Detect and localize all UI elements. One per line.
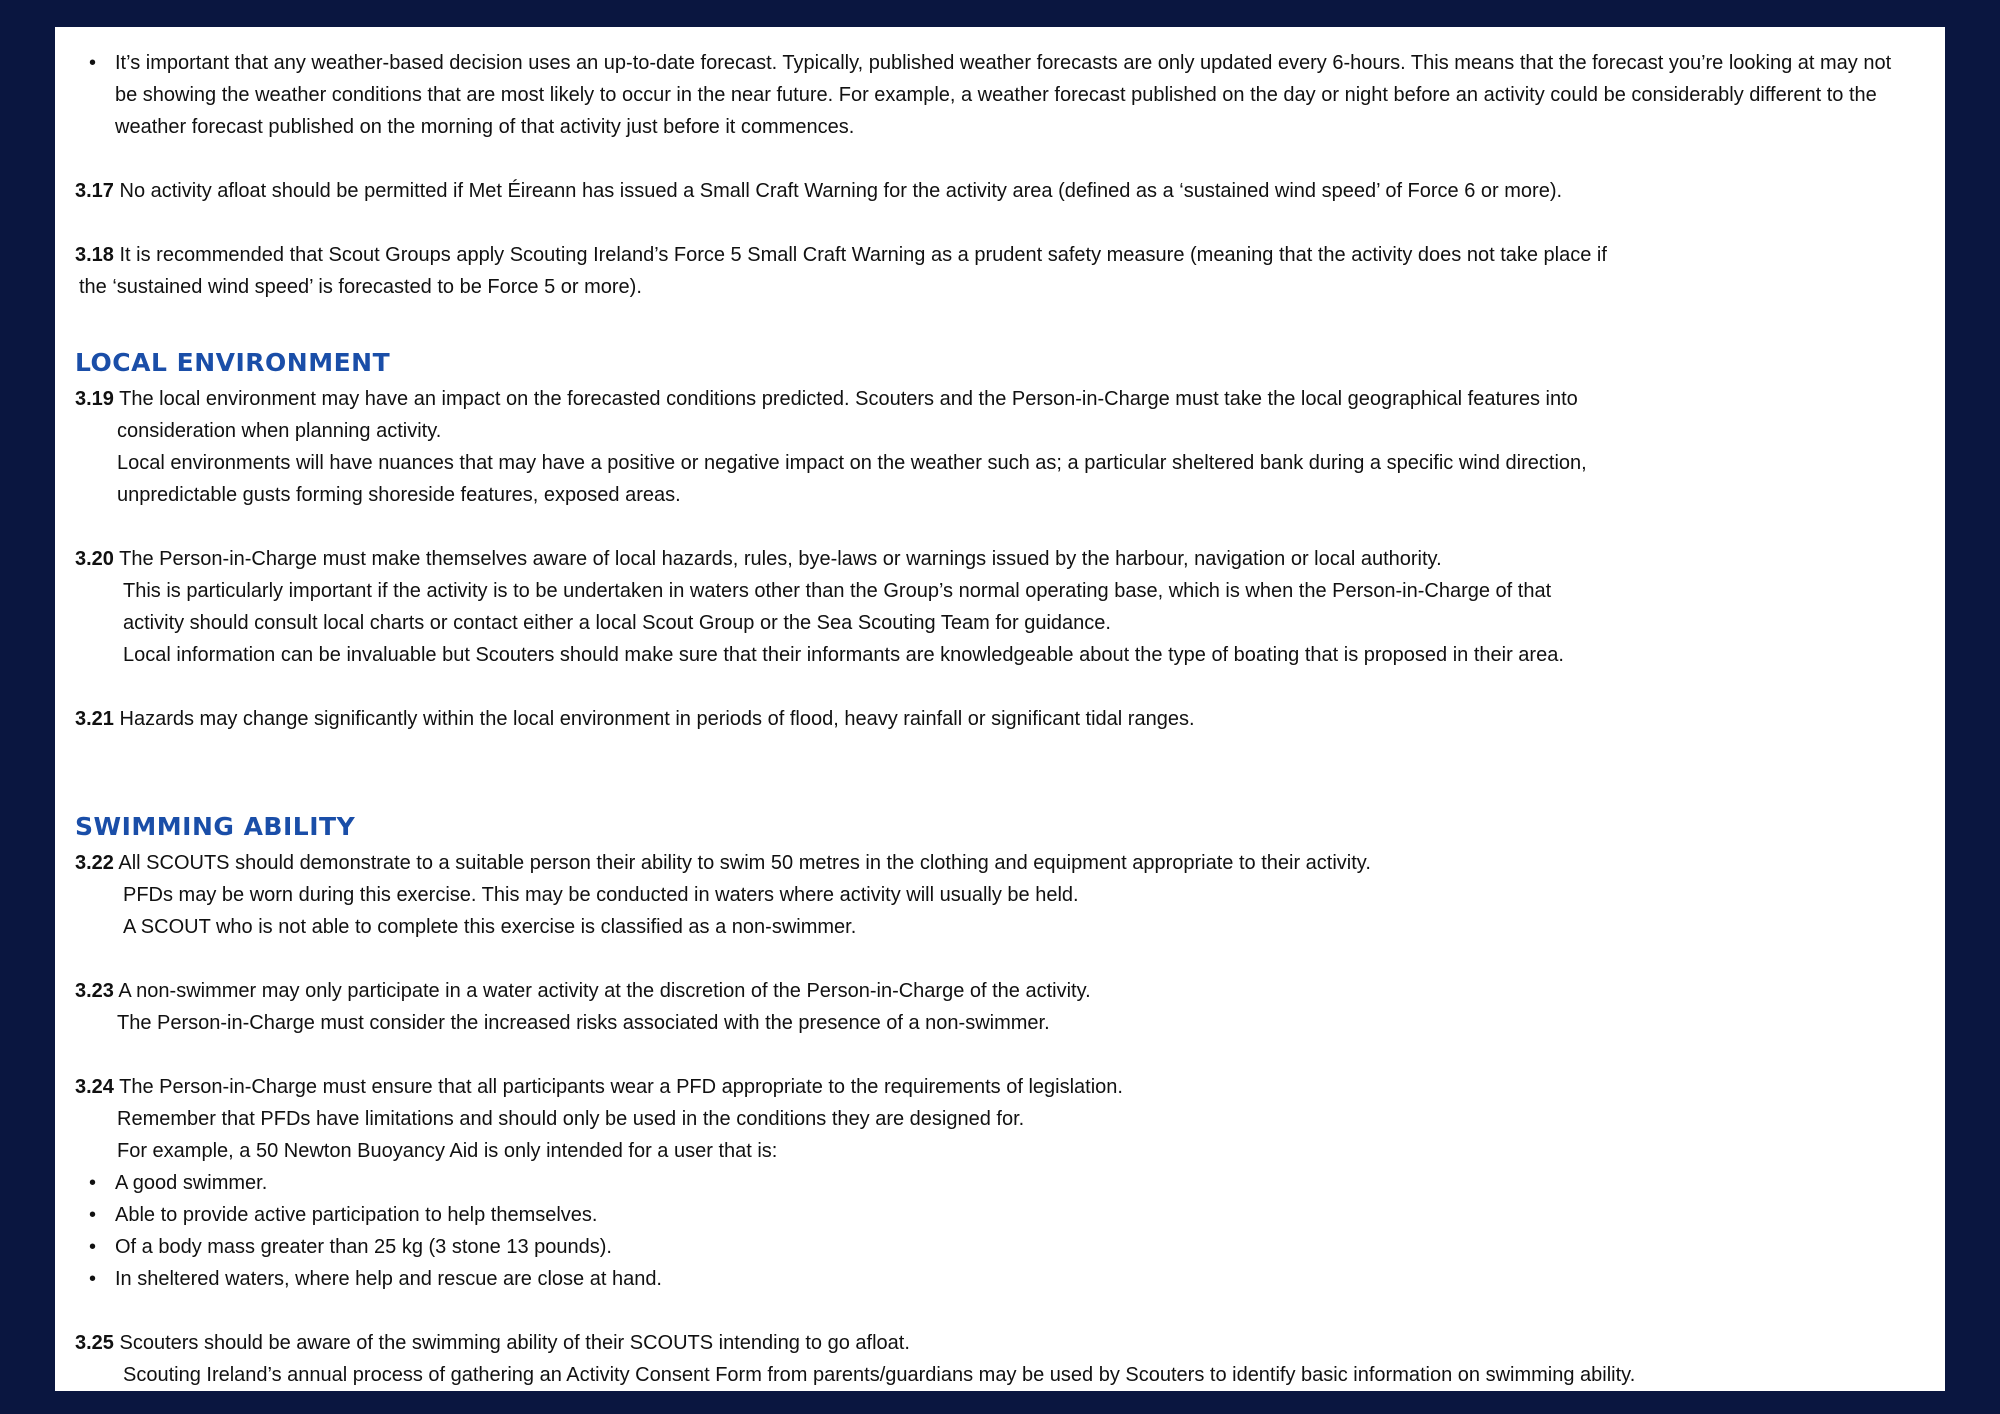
paragraph-3-18 xyxy=(75,239,1905,271)
paragraph-continuation: This is particularly important if the activity is to be undertaken in waters other than the Group’s normal operating base, which is when the Person-in-Charge of that xyxy=(123,580,1552,602)
paragraph-continuation: Local environments will have nuances that may have a positive or negative impact on the weather such as; a particular sheltered bank during a specific wind direction, xyxy=(117,452,1587,474)
paragraph-continuation: Local information can be invaluable but Scouters should make sure that their informants are knowledgeable about the type of boating that is proposed in their area. xyxy=(123,644,1564,666)
paragraph-continuation: the ‘sustained wind speed’ is forecasted to be Force 5 or more). xyxy=(79,276,642,298)
paragraph-text: The Person-in-Charge must make themselves aware of local hazards, rules, bye-laws or warnings issued by the harbour, navigation or local authority. xyxy=(119,548,1442,570)
list-item: • Able to provide active participation to help themselves. xyxy=(75,1199,1905,1231)
paragraph-number: 3.21 xyxy=(75,708,114,730)
paragraph-continuation: Remember that PFDs have limitations and should only be used in the conditions they are designed for. xyxy=(117,1108,1025,1130)
paragraph-3-22 xyxy=(75,847,1905,879)
forecast-bullet: • It’s important that any weather-based decision uses an up-to-date forecast. Typically, published weather forecasts are only updated every 6-hours. This means that the forecast you’re looking at may not be showing the weather conditions that are most likely to occur in the near future. For example, a weather forecast published on the day or night before an activity could be considerably different to the weather forecast published on the morning of that activity just before it commences. xyxy=(75,47,1905,143)
paragraph-text: Scouters should be aware of the swimming ability of their SCOUTS intending to go afloat. xyxy=(119,1332,910,1354)
paragraph-text: A non-swimmer may only participate in a water activity at the discretion of the Person-in-Charge of the activity. xyxy=(118,980,1091,1002)
paragraph-continuation: A SCOUT who is not able to complete this exercise is classified as a non-swimmer. xyxy=(123,916,857,938)
paragraph-text: It is recommended that Scout Groups apply Scouting Ireland’s Force 5 Small Craft Warning as a prudent safety measure (meaning that the activity does not take place if xyxy=(119,244,1607,266)
paragraph-continuation: Scouting Ireland’s annual process of gathering an Activity Consent Form from parents/guardians may be used by Scouters to identify basic information on swimming ability. xyxy=(123,1364,1636,1386)
list-item: • In sheltered waters, where help and rescue are close at hand. xyxy=(75,1263,1905,1295)
paragraph-3-19 xyxy=(75,383,1905,415)
paragraph-continuation: For example, a 50 Newton Buoyancy Aid is only intended for a user that is: xyxy=(117,1140,778,1162)
paragraph-number: 3.25 xyxy=(75,1332,114,1354)
section-heading-swimming-ability: SWIMMING ABILITY xyxy=(75,812,356,841)
buoyancy-aid-bullet-list xyxy=(75,1167,1905,1295)
list-item: • A good swimmer. xyxy=(75,1167,1905,1199)
paragraph-3-21 xyxy=(75,703,1905,735)
paragraph-text: No activity afloat should be permitted if Met Éireann has issued a Small Craft Warning for the activity area (defined as a ‘sustained wind speed’ of Force 6 or more). xyxy=(119,180,1563,202)
section-heading-local-environment: LOCAL ENVIRONMENT xyxy=(75,348,391,377)
paragraph-number: 3.18 xyxy=(75,244,114,266)
paragraph-number: 3.20 xyxy=(75,548,114,570)
paragraph-text: The Person-in-Charge must ensure that all participants wear a PFD appropriate to the requirements of legislation. xyxy=(119,1076,1123,1098)
paragraph-3-17 xyxy=(75,175,1905,207)
paragraph-number: 3.17 xyxy=(75,180,114,202)
paragraph-continuation: consideration when planning activity. xyxy=(117,420,442,442)
paragraph-number: 3.19 xyxy=(75,388,114,410)
paragraph-text: Hazards may change significantly within the local environment in periods of flood, heavy rainfall or significant tidal ranges. xyxy=(119,708,1195,730)
paragraph-number: 3.23 xyxy=(75,980,114,1002)
document-page xyxy=(55,27,1945,1391)
list-item: • Of a body mass greater than 25 kg (3 stone 13 pounds). xyxy=(75,1231,1905,1263)
paragraph-number: 3.22 xyxy=(75,852,114,874)
paragraph-continuation: The Person-in-Charge must consider the increased risks associated with the presence of a non-swimmer. xyxy=(117,1012,1050,1034)
paragraph-continuation: unpredictable gusts forming shoreside features, exposed areas. xyxy=(117,484,681,506)
paragraph-3-25 xyxy=(75,1327,1905,1359)
paragraph-3-23 xyxy=(75,975,1905,1007)
forecast-bullet-list xyxy=(75,47,1905,143)
paragraph-text: The local environment may have an impact on the forecasted conditions predicted. Scouters and the Person-in-Charge must take the local geographical features into xyxy=(119,388,1578,410)
paragraph-3-24 xyxy=(75,1071,1905,1103)
paragraph-text: All SCOUTS should demonstrate to a suitable person their ability to swim 50 metres in the clothing and equipment appropriate to their activity. xyxy=(118,852,1371,874)
paragraph-continuation: PFDs may be worn during this exercise. This may be conducted in waters where activity will usually be held. xyxy=(123,884,1079,906)
paragraph-number: 3.24 xyxy=(75,1076,114,1098)
paragraph-continuation: activity should consult local charts or contact either a local Scout Group or the Sea Scouting Team for guidance. xyxy=(123,612,1111,634)
paragraph-3-20 xyxy=(75,543,1905,575)
